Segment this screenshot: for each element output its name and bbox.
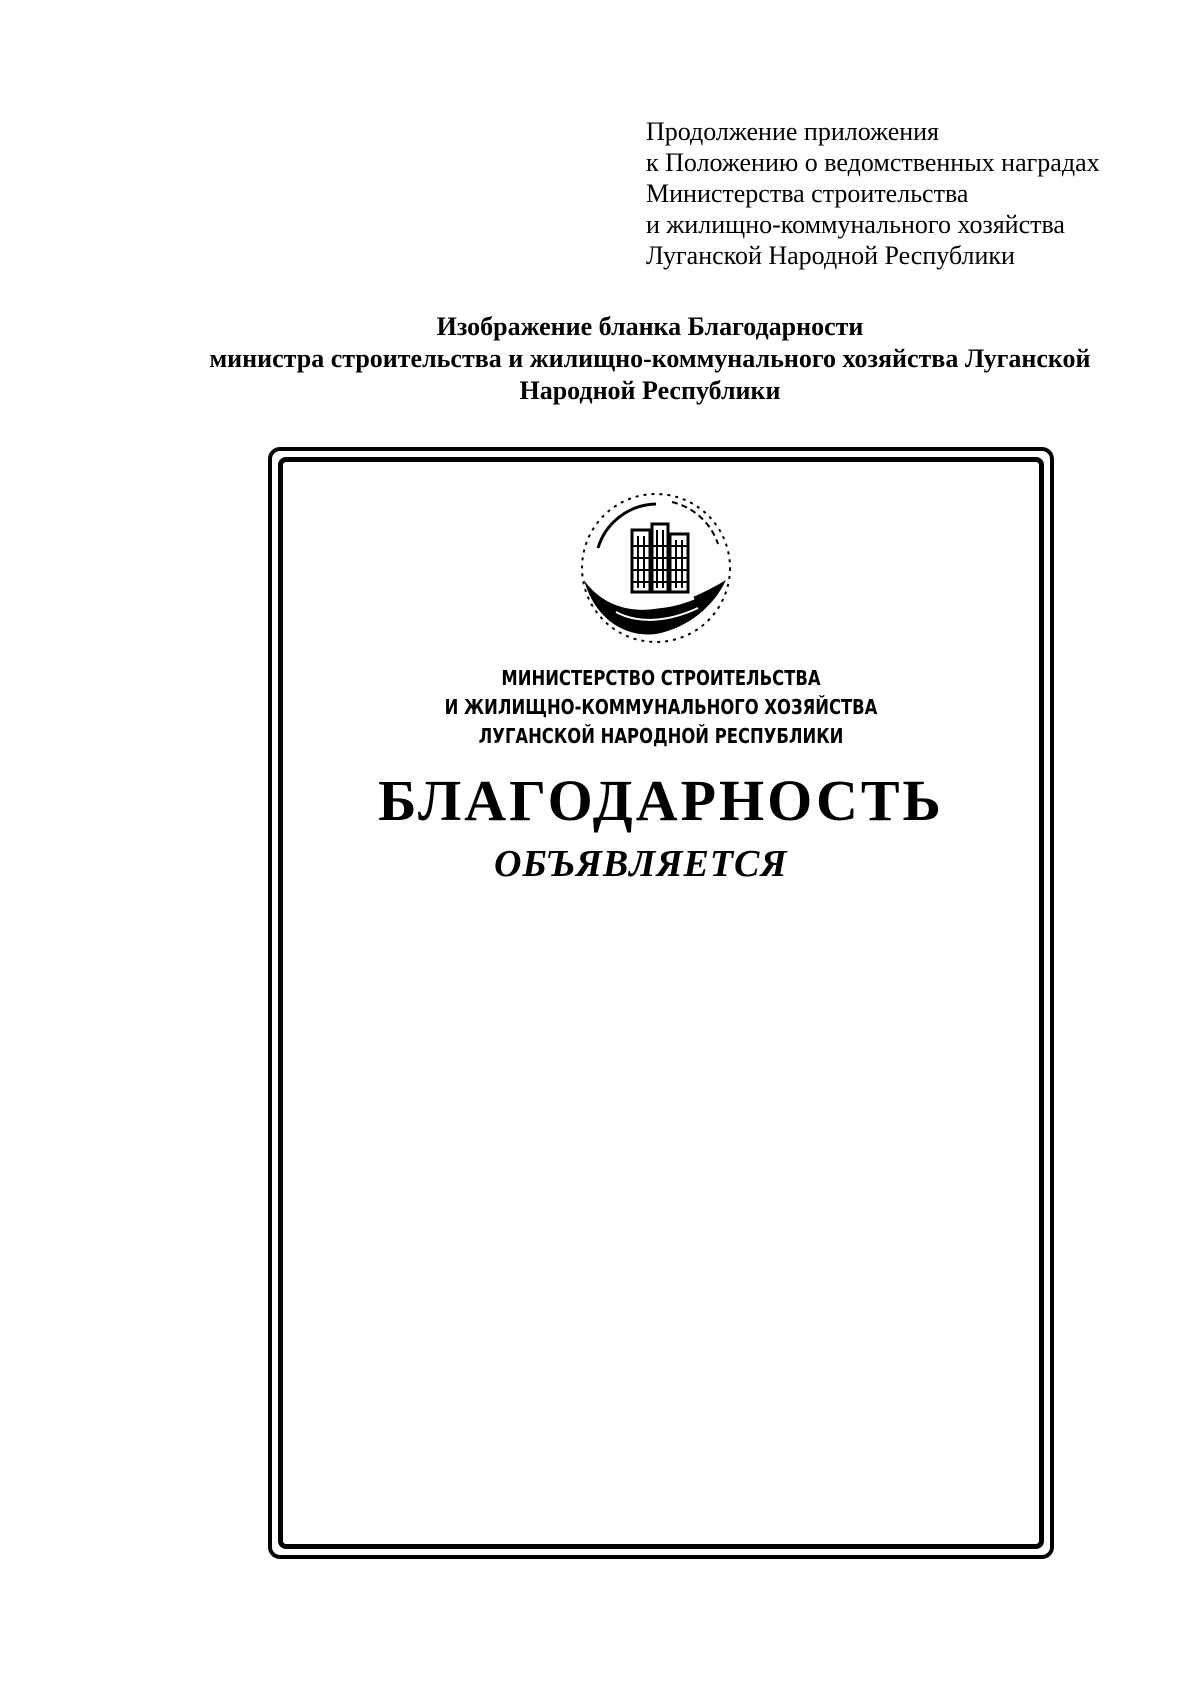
form-subtitle: ОБЪЯВЛЯЕТСЯ: [494, 843, 788, 885]
appendix-line: к Положению о ведомственных наградах: [646, 148, 1100, 177]
ministry-line: И ЖИЛИЩНО-КОММУНАЛЬНОГО ХОЗЯЙСТВА: [444, 695, 878, 719]
form-ministry-name: [347, 664, 975, 751]
heading-line: Изображение бланка Благодарности: [436, 312, 864, 341]
appendix-line: Министерства строительства: [646, 179, 969, 208]
ministry-line: ЛУГАНСКОЙ НАРОДНОЙ РЕСПУБЛИКИ: [478, 724, 844, 748]
appendix-line: и жилищно-коммунального хозяйства: [646, 210, 1065, 239]
emblem-graphic: [576, 488, 736, 648]
ministry-emblem-icon: [576, 488, 736, 648]
heading-line: министра строительства и жилищно-коммунального хозяйства Луганской: [209, 344, 1091, 373]
appendix-line: Продолжение приложения: [646, 117, 940, 146]
form-title: БЛАГОДАРНОСТЬ: [378, 768, 944, 833]
ministry-line: МИНИСТЕРСТВО СТРОИТЕЛЬСТВА: [501, 666, 821, 690]
appendix-line: Луганской Народной Республики: [646, 241, 1015, 270]
appendix-note: [646, 116, 1166, 271]
heading-line: Народной Республики: [519, 376, 781, 405]
document-heading: [100, 311, 1200, 407]
